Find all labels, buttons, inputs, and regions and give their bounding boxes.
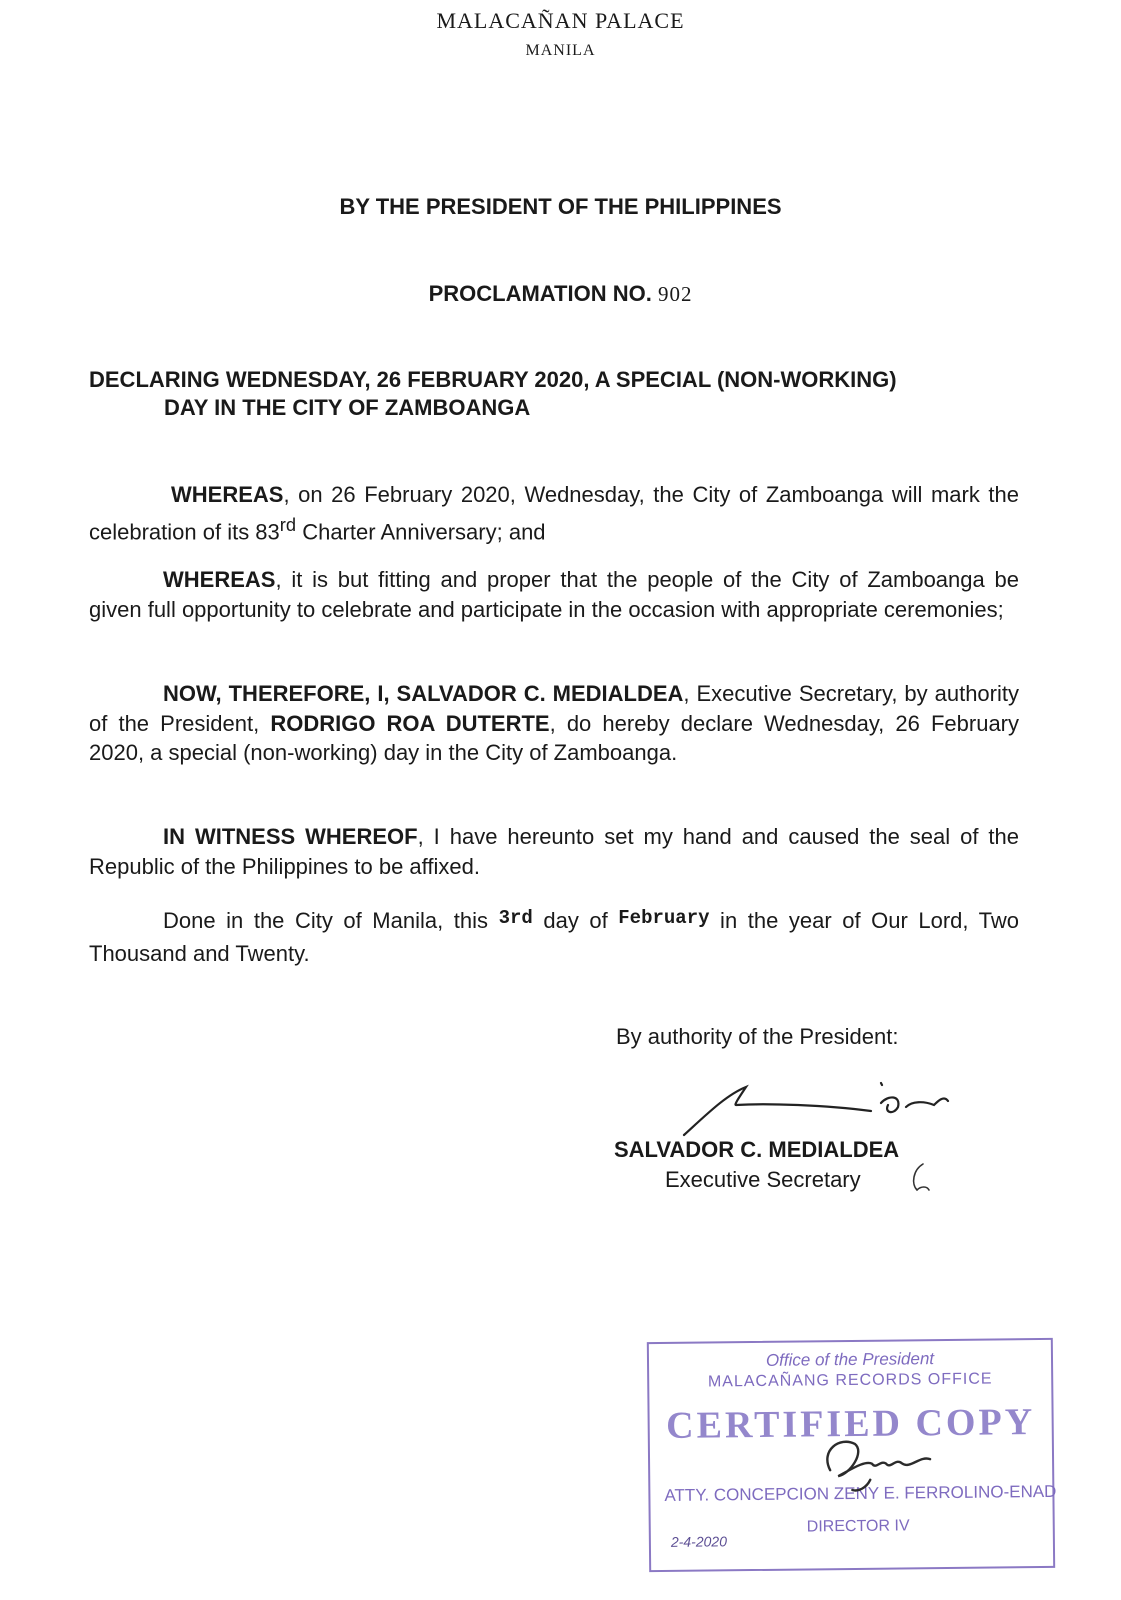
certified-copy-stamp bbox=[647, 1338, 1055, 1572]
title-line-2: DAY IN THE CITY OF ZAMBOANGA bbox=[164, 395, 531, 420]
stamp-date: 2-4-2020 bbox=[670, 1533, 728, 1550]
letterhead-city: MANILA bbox=[525, 42, 596, 59]
whereas-lead-2: WHEREAS bbox=[163, 567, 276, 592]
now-therefore-lead: NOW, THEREFORE, I, SALVADOR C. MEDIALDEA bbox=[163, 681, 684, 706]
stamp-office: Office of the President bbox=[765, 1349, 935, 1370]
paragraph-whereas-2: WHEREAS, it is but fitting and proper that the people of the City of Zamboanga be given full opportunity to celebrate and participate in the occasion with appropriate ceremonies; bbox=[89, 567, 1019, 622]
proclamation-number: 902 bbox=[657, 282, 693, 306]
stamp-certified-copy: CERTIFIED COPY bbox=[665, 1401, 1036, 1447]
president-name: RODRIGO ROA DUTERTE bbox=[270, 710, 550, 736]
signatory-title: Executive Secretary bbox=[665, 1167, 861, 1192]
stamp-signature-scribble bbox=[810, 1429, 961, 1501]
paragraph-done-in: Done in the City of Manila, this 3rd day of February in the year of Our Lord, Two Thousand and Twenty. bbox=[89, 907, 1019, 966]
paragraph-in-witness: IN WITNESS WHEREOF, I have hereunto set my hand and caused the seal of the Republic of the Philippines to be affixed. bbox=[89, 824, 1020, 879]
proclamation-label: PROCLAMATION NO. bbox=[428, 281, 652, 306]
initial-mark bbox=[903, 1160, 933, 1196]
stamp-records-office: MALACAÑANG RECORDS OFFICE bbox=[707, 1370, 993, 1391]
title-line-1: DECLARING WEDNESDAY, 26 FEBRUARY 2020, A SPECIAL (NON-WORKING) bbox=[89, 367, 897, 392]
whereas-lead-1: WHEREAS bbox=[171, 482, 284, 507]
issuer-heading: BY THE PRESIDENT OF THE PHILIPPINES bbox=[339, 194, 782, 219]
filled-day: 3rd bbox=[498, 907, 533, 929]
in-witness-lead: IN WITNESS WHEREOF bbox=[163, 824, 418, 849]
stamp-officer-name: ATTY. CONCEPCION ZENY E. FERROLINO-ENAD bbox=[664, 1481, 1057, 1505]
filled-month: February bbox=[618, 907, 710, 929]
paragraph-now-therefore: NOW, THEREFORE, I, SALVADOR C. MEDIALDEA, Executive Secretary, by authority of the President, RODRIGO ROA DUTERTE, do hereby declare Wednesday, 26 February 2020, a special (non-working) day in the City of Zamboanga. bbox=[89, 681, 1020, 765]
letterhead-palace: MALACAÑAN PALACE bbox=[436, 8, 685, 33]
signatory-name: SALVADOR C. MEDIALDEA bbox=[614, 1137, 900, 1162]
paragraph-whereas-1: WHEREAS, on 26 February 2020, Wednesday, the City of Zamboanga will mark the celebration of its 83rd Charter Anniversary; and bbox=[89, 482, 1019, 544]
by-authority-line: By authority of the President: bbox=[616, 1024, 899, 1049]
stamp-officer-title: DIRECTOR IV bbox=[806, 1517, 910, 1536]
proclamation-number-heading bbox=[0, 281, 1121, 307]
